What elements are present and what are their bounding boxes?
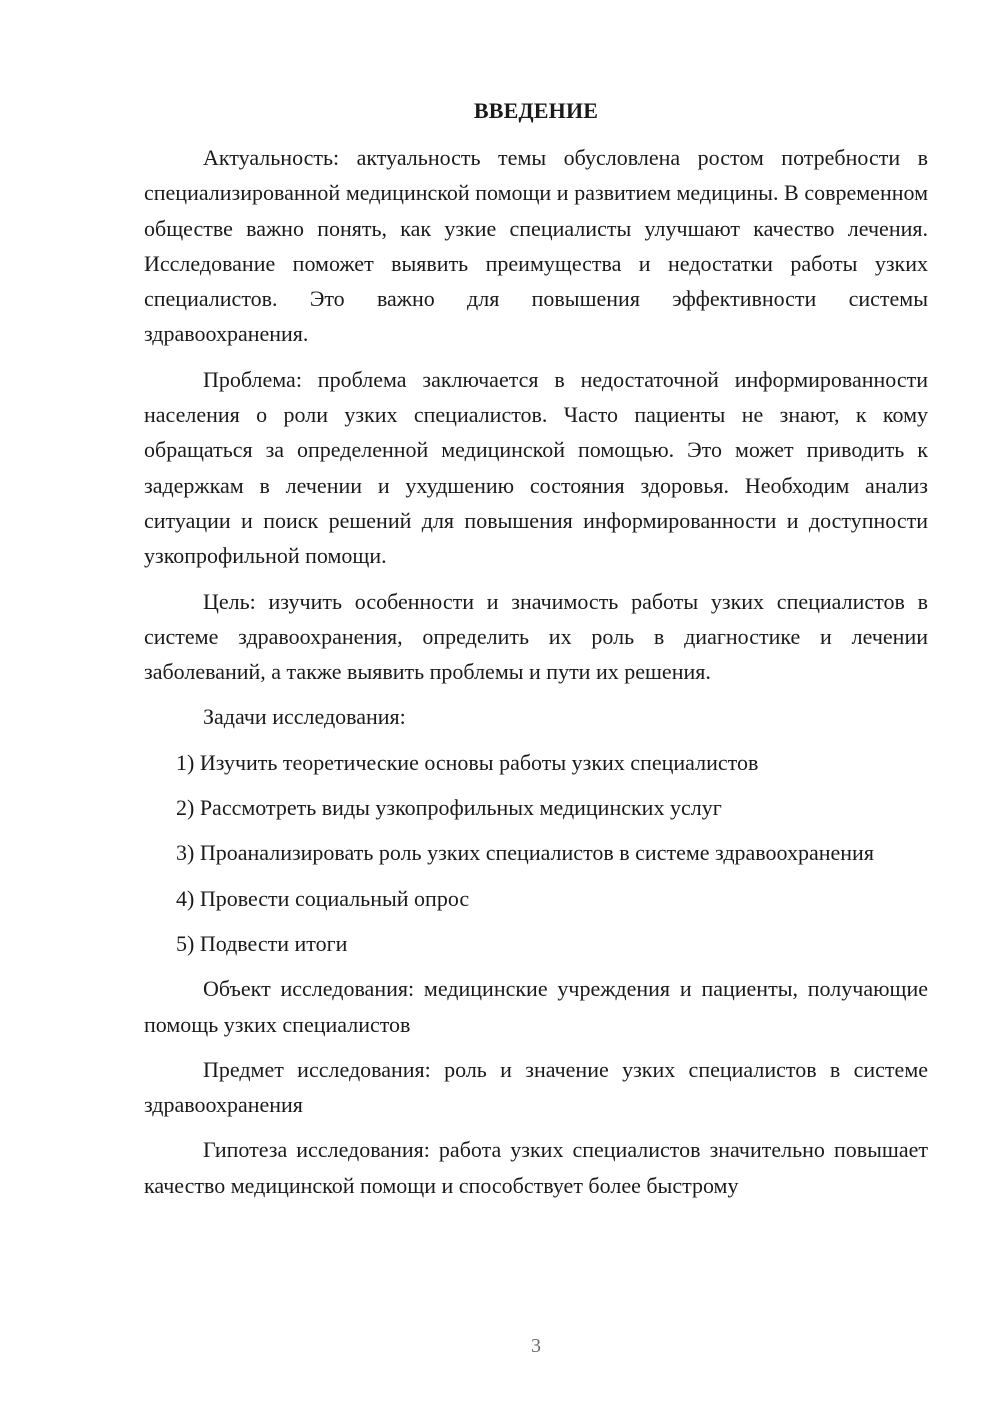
research-object-paragraph: Объект исследования: медицинские учреждения и пациенты, получающие помощь узких специалистов	[144, 976, 928, 1037]
task-item: 1) Изучить теоретические основы работы узких специалистов	[176, 749, 759, 775]
page-number: 3	[531, 1335, 541, 1357]
task-item: 5) Подвести итоги	[176, 930, 348, 956]
research-hypothesis-paragraph: Гипотеза исследования: работа узких специалистов значительно повышает качество медицинской помощи и способствует более быстрому	[144, 1137, 928, 1198]
tasks-title: Задачи исследования:	[203, 704, 406, 730]
problem-paragraph: Проблема: проблема заключается в недостаточной информированности населения о роли узких специалистов. Часто пациенты не знают, к кому обращаться за определенной медицинской помощью. Это может приводить к задержкам в лечении и ухудшению состояния здоровья. Необходим анализ ситуации и поиск решений для повышения информированности и доступности узкопрофильной помощи.	[144, 366, 928, 569]
task-item: 4) Провести социальный опрос	[176, 885, 470, 911]
task-item: 3) Проанализировать роль узких специалистов в системе здравоохранения	[176, 840, 874, 866]
goal-paragraph: Цель: изучить особенности и значимость работы узких специалистов в системе здравоохранения, определить их роль в диагностике и лечении заболеваний, а также выявить проблемы и пути их решения.	[144, 588, 928, 685]
task-item: 2) Рассмотреть виды узкопрофильных медицинских услуг	[176, 795, 722, 821]
document-page	[144, 96, 928, 1213]
section-heading: ВВЕДЕНИЕ	[473, 98, 599, 123]
relevance-paragraph: Актуальность: актуальность темы обусловлена ростом потребности в специализированной медицинской помощи и развитием медицины. В современном обществе важно понять, как узкие специалисты улучшают качество лечения. Исследование поможет выявить преимущества и недостатки работы узких специалистов. Это важно для повышения эффективности системы здравоохранения.	[144, 145, 928, 347]
research-subject-paragraph: Предмет исследования: роль и значение узких специалистов в системе здравоохранения	[144, 1056, 928, 1118]
